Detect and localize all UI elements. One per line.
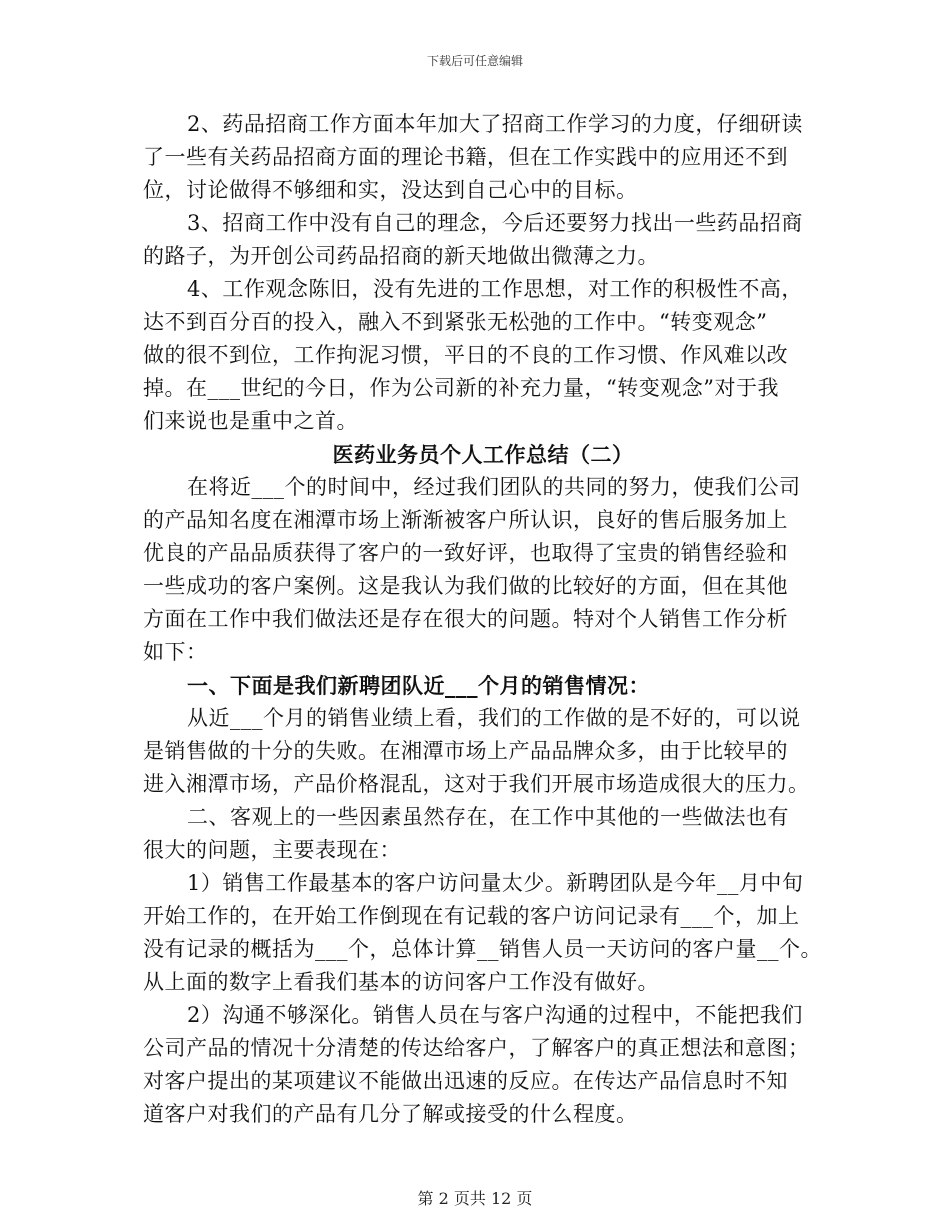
paragraph-line: 在将近___个的时间中，经过我们团队的共同的努力，使我们公司 [187,475,801,499]
paragraph-line: 二、客观上的一些因素虽然存在，在工作中其他的一些做法也有 [187,805,789,829]
section-heading: 一、下面是我们新聘团队近___个月的销售情况： [187,673,650,698]
paragraph-line: 开始工作的，在开始工作倒现在有记载的客户访问记录有___个，加上 [143,904,800,928]
paragraph-line: 的路子，为开创公司药品招商的新天地做出微薄之力。 [143,244,659,268]
paragraph-line: 掉。在___世纪的今日，作为公司新的补充力量，“转变观念”对于我 [143,376,779,400]
paragraph-line: 从上面的数字上看我们基本的访问客户工作没有做好。 [143,970,659,994]
paragraph-line: 对客户提出的某项建议不能做出迅速的反应。在传达产品信息时不知 [143,1069,788,1093]
paragraph-line: 方面在工作中我们做法还是存在很大的问题。特对个人销售工作分析 [143,607,788,631]
paragraph-line: 进入湘潭市场，产品价格混乱，这对于我们开展市场造成很大的压力。 [143,772,810,796]
paragraph-line: 2）沟通不够深化。销售人员在与客户沟通的过程中，不能把我们 [187,1003,803,1027]
paragraph-line: 了一些有关药品招商方面的理论书籍，但在工作实践中的应用还不到 [143,145,788,169]
page-header: 下载后可任意编辑 [426,54,523,68]
paragraph-line: 4、工作观念陈旧，没有先进的工作思想，对工作的积极性不高， [187,277,803,301]
paragraph-line: 们来说也是重中之首。 [143,409,358,433]
paragraph-line: 公司产品的情况十分清楚的传达给客户，了解客户的真正想法和意图； [143,1036,810,1060]
paragraph-line: 如下： [143,640,208,664]
paragraph-line: 道客户对我们的产品有几分了解或接受的什么程度。 [143,1102,638,1126]
paragraph-line: 是销售做的十分的失败。在湘潭市场上产品品牌众多，由于比较早的 [143,739,788,763]
paragraph-line: 做的很不到位，工作拘泥习惯，平日的不良的工作习惯、作风难以改 [143,343,788,367]
paragraph-line: 位，讨论做得不够细和实，没达到自己心中的目标。 [143,178,638,202]
paragraph-line: 达不到百分百的投入，融入不到紧张无松弛的工作中。“转变观念” [143,310,768,334]
section-title: 医药业务员个人工作总结（二） [332,442,634,467]
paragraph-line: 优良的产品品质获得了客户的一致好评，也取得了宝贵的销售经验和 [143,541,788,565]
paragraph-line: 很大的问题，主要表现在： [143,838,401,862]
paragraph-line: 1）销售工作最基本的客户访问量太少。新聘团队是今年__月中旬 [187,871,804,895]
paragraph-line: 从近___个月的销售业绩上看，我们的工作做的是不好的，可以说 [187,706,801,730]
paragraph-line: 一些成功的客户案例。这是我认为我们做的比较好的方面，但在其他 [143,574,788,598]
document-body [143,108,823,1131]
paragraph-line: 3、招商工作中没有自己的理念，今后还要努力找出一些药品招商 [187,211,803,235]
paragraph-line: 的产品知名度在湘潭市场上渐渐被客户所认识，良好的售后服务加上 [143,508,788,532]
page-footer: 第 2 页共 12 页 [417,1189,533,1208]
paragraph-line: 2、药品招商工作方面本年加大了招商工作学习的力度，仔细研读 [187,112,803,136]
paragraph-line: 没有记录的概括为___个，总体计算__销售人员一天访问的客户量__个。 [143,937,822,961]
